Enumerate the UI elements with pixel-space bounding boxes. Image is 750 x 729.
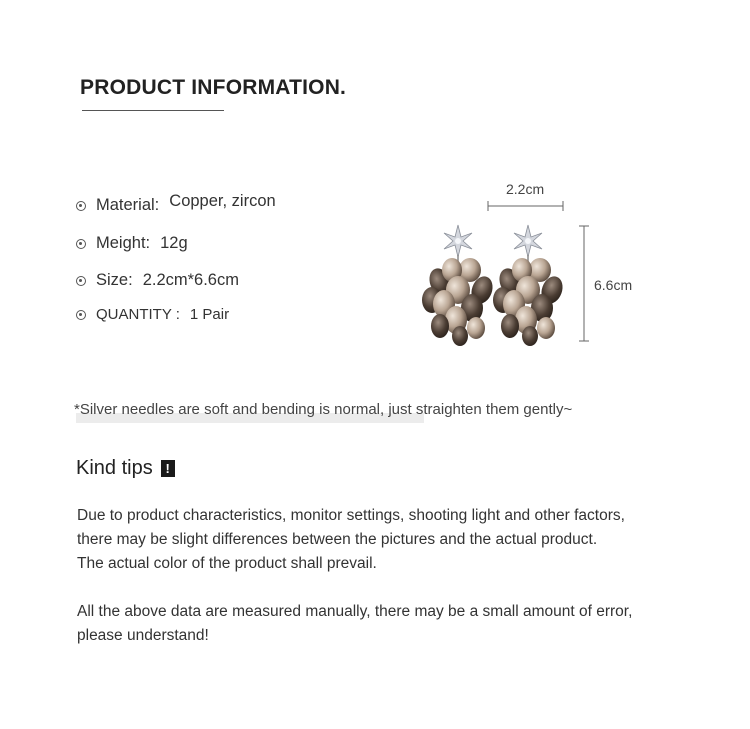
paragraph-line: Due to product characteristics, monitor settings, shooting light and other factors, [77,507,625,524]
kind-tips-paragraph-2 [77,600,632,648]
paragraph-line: The actual color of the product shall prevail. [77,555,377,572]
bullet-icon [76,201,86,211]
spec-size [76,271,239,290]
spec-quantity [76,306,229,323]
spec-value: 1 Pair [189,306,230,323]
kind-tips-paragraph-1 [77,504,625,576]
spec-label: Material: [96,196,160,214]
exclamation-icon: ! [161,460,175,477]
paragraph-line: please understand! [77,627,209,644]
care-note [74,401,572,418]
kind-tips-title: Kind tips [76,457,153,479]
bullet-icon [76,239,86,249]
paragraph-line: All the above data are measured manually, there may be a small amount of error, [77,603,633,620]
earrings-product-image [410,170,650,355]
spec-material [76,192,276,215]
title-underline [82,110,224,111]
paragraph-line: there may be slight differences between the pictures and the actual product. [77,531,598,548]
page-title: PRODUCT INFORMATION. [80,76,347,99]
bullet-icon [76,310,86,320]
care-note-text: *Silver needles are soft and bending is normal, just straighten them gently~ [74,401,573,418]
spec-label: Size: [96,271,133,289]
star-stud-icon [514,225,542,257]
spec-value: Copper, zircon [169,192,276,210]
spec-value: 2.2cm*6.6cm [142,271,239,289]
width-label: 2.2cm [506,181,545,197]
height-label: 6.6cm [594,277,633,293]
spec-label: Meight: [96,234,151,252]
star-stud-icon [444,225,472,257]
width-dimension [488,201,563,211]
spec-label: QUANTITY : [96,306,180,323]
height-dimension [579,226,589,341]
spec-value: 12g [160,234,188,252]
kind-tips-heading [76,457,175,480]
left-earring [422,225,496,346]
bullet-icon [76,276,86,286]
right-earring [493,225,566,346]
spec-weight [76,234,188,253]
